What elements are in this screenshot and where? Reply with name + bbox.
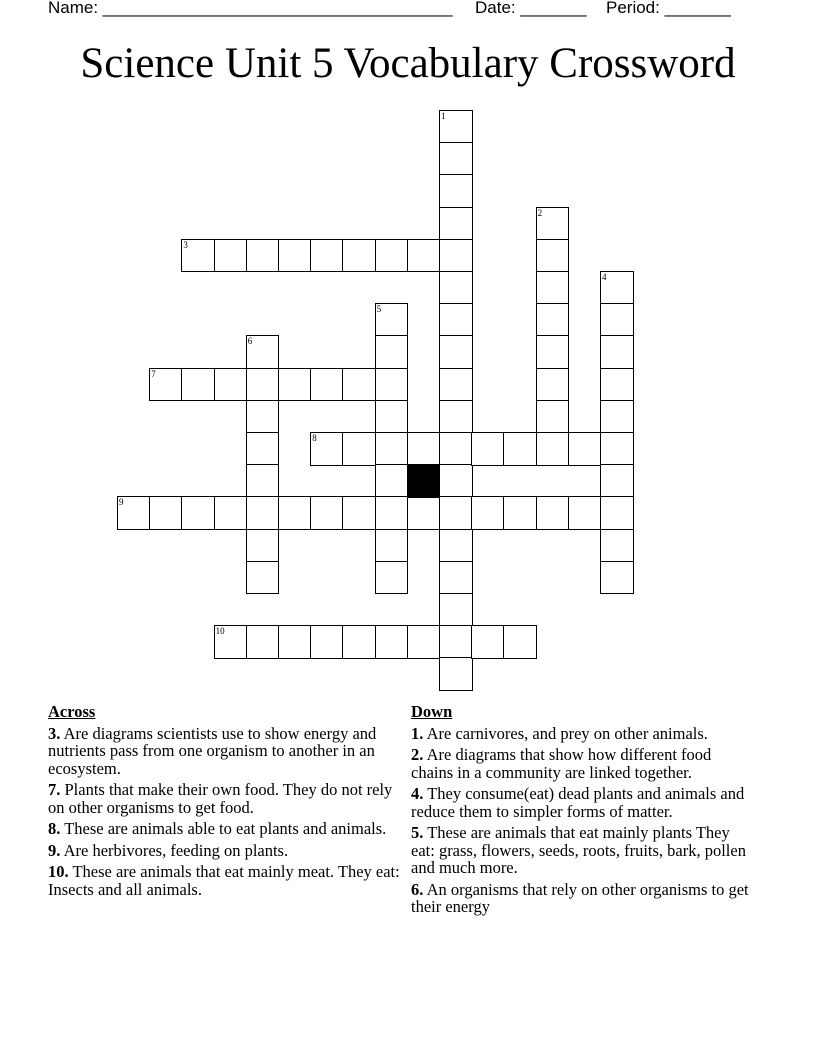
clue-number: 9 — [119, 497, 124, 508]
grid-cell[interactable] — [600, 561, 634, 595]
grid-cell[interactable] — [439, 335, 473, 369]
grid-cell[interactable] — [375, 464, 409, 498]
clue-number: 2 — [537, 207, 543, 218]
grid-cell[interactable] — [246, 400, 280, 434]
grid-cell[interactable] — [375, 239, 409, 273]
grid-cell[interactable] — [439, 593, 473, 627]
grid-cell[interactable] — [181, 239, 215, 273]
page-title: Science Unit 5 Vocabulary Crossword — [80, 40, 736, 87]
black-cell — [407, 464, 441, 498]
grid-cell[interactable] — [439, 239, 473, 273]
grid-cell[interactable] — [246, 561, 280, 595]
grid-cell[interactable] — [310, 496, 344, 530]
grid-cell[interactable] — [214, 239, 248, 273]
grid-cell[interactable] — [342, 432, 376, 466]
clue-number: 3 — [183, 239, 188, 250]
grid-cell[interactable] — [181, 368, 215, 402]
grid-cell[interactable] — [214, 496, 248, 530]
name-field[interactable]: Name: _____________________________________ — [48, 0, 453, 17]
grid-cell[interactable] — [278, 368, 312, 402]
down-clue-6: 6. An organisms that rely on other organisms to get their energy — [411, 879, 749, 916]
grid-cell[interactable] — [568, 432, 602, 466]
grid-cell[interactable] — [439, 400, 473, 434]
grid-cell[interactable] — [342, 368, 376, 402]
grid-cell[interactable] — [536, 432, 570, 466]
grid-cell[interactable] — [536, 239, 570, 273]
grid-cell[interactable] — [536, 400, 570, 434]
grid-cell[interactable] — [471, 625, 505, 659]
grid-cell[interactable] — [568, 496, 602, 530]
grid-cell[interactable] — [278, 625, 312, 659]
grid-cell[interactable] — [439, 432, 473, 466]
grid-cell[interactable] — [375, 529, 409, 563]
grid-cell[interactable] — [503, 432, 537, 466]
grid-cell[interactable] — [246, 464, 280, 498]
grid-cell[interactable] — [600, 368, 634, 402]
grid-cell[interactable] — [536, 335, 570, 369]
grid-cell[interactable] — [407, 239, 441, 273]
grid-cell[interactable] — [407, 432, 441, 466]
grid-cell[interactable] — [246, 432, 280, 466]
grid-cell[interactable] — [246, 625, 280, 659]
across-clue-8: 8. These are animals able to eat plants and animals. — [48, 819, 387, 838]
grid-cell[interactable] — [310, 625, 344, 659]
clue-number: 4 — [602, 272, 607, 282]
down-clue-2: 2. Are diagrams that show how different food chains in a community are linked together. — [411, 745, 712, 782]
grid-cell[interactable] — [600, 432, 634, 466]
grid-cell[interactable] — [342, 496, 376, 530]
across-clue-10: 10. These are animals that eat mainly meat. They eat: Insects and all animals. — [48, 862, 400, 899]
grid-cell[interactable] — [439, 529, 473, 563]
grid-cell[interactable] — [600, 400, 634, 434]
grid-cell[interactable] — [536, 207, 570, 241]
clue-number: 6 — [247, 336, 253, 347]
grid-cell[interactable] — [600, 464, 634, 498]
grid-cell[interactable] — [536, 368, 570, 402]
grid-cell[interactable] — [246, 496, 280, 530]
grid-cell[interactable] — [117, 496, 151, 530]
period-field[interactable]: Period: _______ — [606, 0, 731, 17]
across-clues — [48, 703, 400, 902]
grid-cell[interactable] — [600, 303, 634, 337]
grid-cell[interactable] — [439, 561, 473, 595]
grid-cell[interactable] — [600, 271, 634, 305]
clue-number: 5 — [376, 304, 382, 315]
grid-cell[interactable] — [375, 400, 409, 434]
grid-cell[interactable] — [600, 496, 634, 530]
date-field[interactable]: Date: _______ — [475, 0, 587, 17]
grid-cell[interactable] — [536, 303, 570, 337]
grid-cell[interactable] — [375, 496, 409, 530]
down-clue-4: 4. They consume(eat) dead plants and animals and reduce them to simpler forms of matter. — [411, 784, 745, 821]
grid-cell[interactable] — [439, 496, 473, 530]
down-clues — [411, 703, 756, 920]
grid-cell[interactable] — [310, 239, 344, 273]
grid-cell[interactable] — [278, 239, 312, 273]
down-clue-5: 5. These are animals that eat mainly plants They eat: grass, flowers, seeds, roots, fruits, bark, pollen and much more. — [411, 823, 746, 877]
grid-cell[interactable] — [181, 496, 215, 530]
grid-cell[interactable] — [439, 142, 473, 176]
grid-cell[interactable] — [407, 496, 441, 530]
down-clue-1: 1. Are carnivores, and prey on other animals. — [411, 723, 708, 743]
grid-cell[interactable] — [439, 174, 473, 208]
grid-cell[interactable] — [310, 368, 344, 402]
grid-cell[interactable] — [246, 335, 280, 369]
grid-cell[interactable] — [439, 464, 473, 498]
grid-cell[interactable] — [375, 432, 409, 466]
grid-cell[interactable] — [536, 496, 570, 530]
grid-cell[interactable] — [342, 239, 376, 273]
grid-cell[interactable] — [439, 368, 473, 402]
grid-cell[interactable] — [375, 625, 409, 659]
grid-cell[interactable] — [375, 368, 409, 402]
grid-cell[interactable] — [149, 496, 183, 530]
clue-number: 7 — [151, 368, 156, 379]
down-heading: Down — [411, 702, 453, 721]
grid-cell[interactable] — [536, 271, 570, 305]
grid-cell[interactable] — [375, 335, 409, 369]
clue-number: 8 — [312, 433, 317, 443]
across-clue-9: 9. Are herbivores, feeding on plants. — [48, 840, 289, 860]
grid-cell[interactable] — [439, 625, 473, 659]
grid-cell[interactable] — [375, 561, 409, 595]
grid-cell[interactable] — [503, 496, 537, 530]
grid-cell[interactable] — [471, 432, 505, 466]
grid-cell[interactable] — [471, 496, 505, 530]
grid-cell[interactable] — [214, 368, 248, 402]
clue-number: 1 — [441, 111, 446, 121]
grid-cell[interactable] — [278, 496, 312, 530]
grid-cell[interactable] — [149, 368, 183, 402]
grid-cell[interactable] — [439, 207, 473, 241]
grid-cell[interactable] — [407, 625, 441, 659]
clue-number: 10 — [215, 626, 225, 637]
grid-cell[interactable] — [439, 303, 473, 337]
grid-cell[interactable] — [439, 657, 473, 691]
grid-cell[interactable] — [310, 432, 344, 466]
grid-cell[interactable] — [375, 303, 409, 337]
grid-cell[interactable] — [439, 271, 473, 305]
grid-cell[interactable] — [214, 625, 248, 659]
grid-cell[interactable] — [246, 368, 280, 402]
grid-cell[interactable] — [600, 529, 634, 563]
grid-cell[interactable] — [503, 625, 537, 659]
grid-cell[interactable] — [342, 625, 376, 659]
across-heading: Across — [48, 702, 96, 721]
across-clue-3: 3. Are diagrams scientists use to show energy and nutrients pass from one organism to another in an ecosystem. — [48, 723, 377, 778]
grid-cell[interactable] — [246, 529, 280, 563]
across-clue-7: 7. Plants that make their own food. They do not rely on other organisms to get food. — [48, 780, 393, 817]
grid-cell[interactable] — [246, 239, 280, 273]
grid-cell[interactable] — [600, 335, 634, 369]
grid-cell[interactable] — [439, 110, 473, 144]
